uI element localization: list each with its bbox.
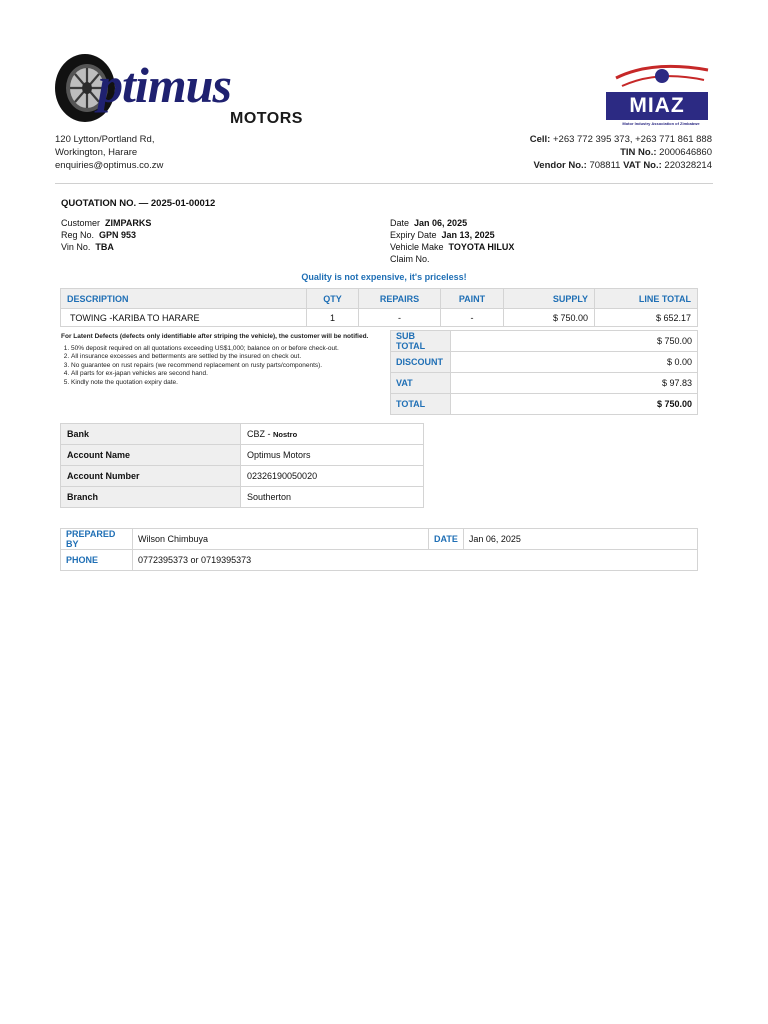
miaz-badge: MIAZ <box>606 92 708 120</box>
swoosh-icon <box>612 56 712 92</box>
list-item: 1. 50% deposit required on all quotations exceeding US$1,000; balance on or before check-out. <box>71 345 381 354</box>
table-row <box>61 487 424 508</box>
table-row <box>391 331 698 352</box>
address-line: Workington, Harare <box>55 147 138 158</box>
col-repairs: REPAIRS <box>359 289 441 309</box>
reg-label: Reg No. <box>61 230 95 240</box>
reg-value: GPN 953 <box>99 230 137 240</box>
discount-label: DISCOUNT <box>391 352 451 373</box>
col-description: DESCRIPTION <box>61 289 307 309</box>
logo-wordmark: ptimus <box>98 57 231 113</box>
vehicle-make-label: Vehicle Make <box>390 242 444 252</box>
col-line-total: LINE TOTAL <box>595 289 698 309</box>
items-table <box>60 288 698 327</box>
tagline: Quality is not expensive, it's priceless! <box>301 272 467 282</box>
branch-value: Southerton <box>241 487 424 508</box>
terms-notes <box>61 333 381 387</box>
vin-value: TBA <box>95 242 114 252</box>
cell-label: Cell: <box>529 134 551 145</box>
table-row <box>391 352 698 373</box>
phone-value: 0772395373 or 0719395373 <box>133 550 698 571</box>
quotation-dates <box>390 217 514 265</box>
phone-label: PHONE <box>61 550 133 571</box>
bank-details-table <box>60 423 424 508</box>
account-number-value: 02326190050020 <box>241 466 424 487</box>
tin-label: TIN No.: <box>620 147 657 158</box>
expiry-value: Jan 13, 2025 <box>441 230 495 240</box>
total-value: $ 750.00 <box>451 394 698 415</box>
tin-value: 2000646860 <box>656 147 712 158</box>
prepared-by-label: PREPARED BY <box>61 529 133 550</box>
cell-supply: $ 750.00 <box>504 309 595 327</box>
list-item: 3. No guarantee on rust repairs (we recommend replacement on rusty parts/components). <box>71 362 381 371</box>
col-supply: SUPPLY <box>504 289 595 309</box>
bank-value: CBZ - <box>247 429 273 439</box>
table-row <box>391 394 698 415</box>
table-row <box>61 529 698 550</box>
company-email[interactable]: enquiries@optimus.co.zw <box>55 160 164 171</box>
table-row <box>61 445 424 466</box>
account-name-label: Account Name <box>61 445 241 466</box>
vendor-value: 708811 <box>586 160 624 171</box>
table-row <box>61 550 698 571</box>
list-item: 5. Kindly note the quotation expiry date. <box>71 379 381 388</box>
prepared-date-value: Jan 06, 2025 <box>463 529 697 550</box>
col-paint: PAINT <box>441 289 504 309</box>
cell-qty: 1 <box>307 309 359 327</box>
cell-line-total: $ 652.17 <box>595 309 698 327</box>
table-row <box>61 309 698 327</box>
cell-repairs: - <box>359 309 441 327</box>
logo-subtitle: MOTORS <box>230 110 303 127</box>
bank-label: Bank <box>61 424 241 445</box>
vat-total-value: $ 97.83 <box>451 373 698 394</box>
prepared-by-table <box>60 528 698 571</box>
quotation-number: QUOTATION NO. — 2025-01-00012 <box>61 198 216 209</box>
account-name-value: Optimus Motors <box>241 445 424 466</box>
notes-heading: For Latent Defects (defects only identifiable after striping the vehicle), the customer will be notified. <box>61 333 369 340</box>
vat-label: VAT No.: <box>623 160 662 171</box>
customer-label: Customer <box>61 218 101 228</box>
list-item: 4. All parts for ex-japan vehicles are second hand. <box>71 370 381 379</box>
account-number-label: Account Number <box>61 466 241 487</box>
company-address <box>55 133 163 172</box>
vat-value: 220328214 <box>661 160 712 171</box>
notes-list <box>61 345 381 388</box>
cell-description: TOWING -KARIBA TO HARARE <box>61 309 307 327</box>
total-label: TOTAL <box>391 394 451 415</box>
totals-table <box>390 330 698 415</box>
vendor-label: Vendor No.: <box>533 160 587 171</box>
customer-value: ZIMPARKS <box>105 218 152 228</box>
branch-label: Branch <box>61 487 241 508</box>
vehicle-make-value: TOYOTA HILUX <box>448 242 515 252</box>
list-item: 2. All insurance excesses and betterments are settled by the insured on check out. <box>71 353 381 362</box>
miaz-badge-subtitle: Motor Industry Association of Zimbabwe <box>622 121 700 126</box>
bank-value-cell <box>241 424 424 445</box>
table-row <box>61 466 424 487</box>
cell-value: +263 772 395 373, +263 771 861 888 <box>550 134 712 145</box>
date-label: Date <box>390 218 410 228</box>
items-header-row <box>61 289 698 309</box>
expiry-label: Expiry Date <box>390 230 437 240</box>
claim-label: Claim No. <box>390 254 430 264</box>
prepared-date-label: DATE <box>429 529 464 550</box>
company-contacts <box>530 133 712 172</box>
col-qty: QTY <box>307 289 359 309</box>
subtotal-label: SUB TOTAL <box>391 331 451 352</box>
subtotal-value: $ 750.00 <box>451 331 698 352</box>
header-divider <box>55 183 713 184</box>
vat-total-label: VAT <box>391 373 451 394</box>
discount-value: $ 0.00 <box>451 352 698 373</box>
bank-suffix: Nostro <box>273 430 298 439</box>
prepared-by-value: Wilson Chimbuya <box>133 529 429 550</box>
cell-paint: - <box>441 309 504 327</box>
vin-label: Vin No. <box>61 242 91 252</box>
table-row <box>391 373 698 394</box>
address-line: 120 Lytton/Portland Rd, <box>55 134 155 145</box>
date-value: Jan 06, 2025 <box>414 218 468 228</box>
table-row <box>61 424 424 445</box>
customer-info <box>61 217 151 253</box>
